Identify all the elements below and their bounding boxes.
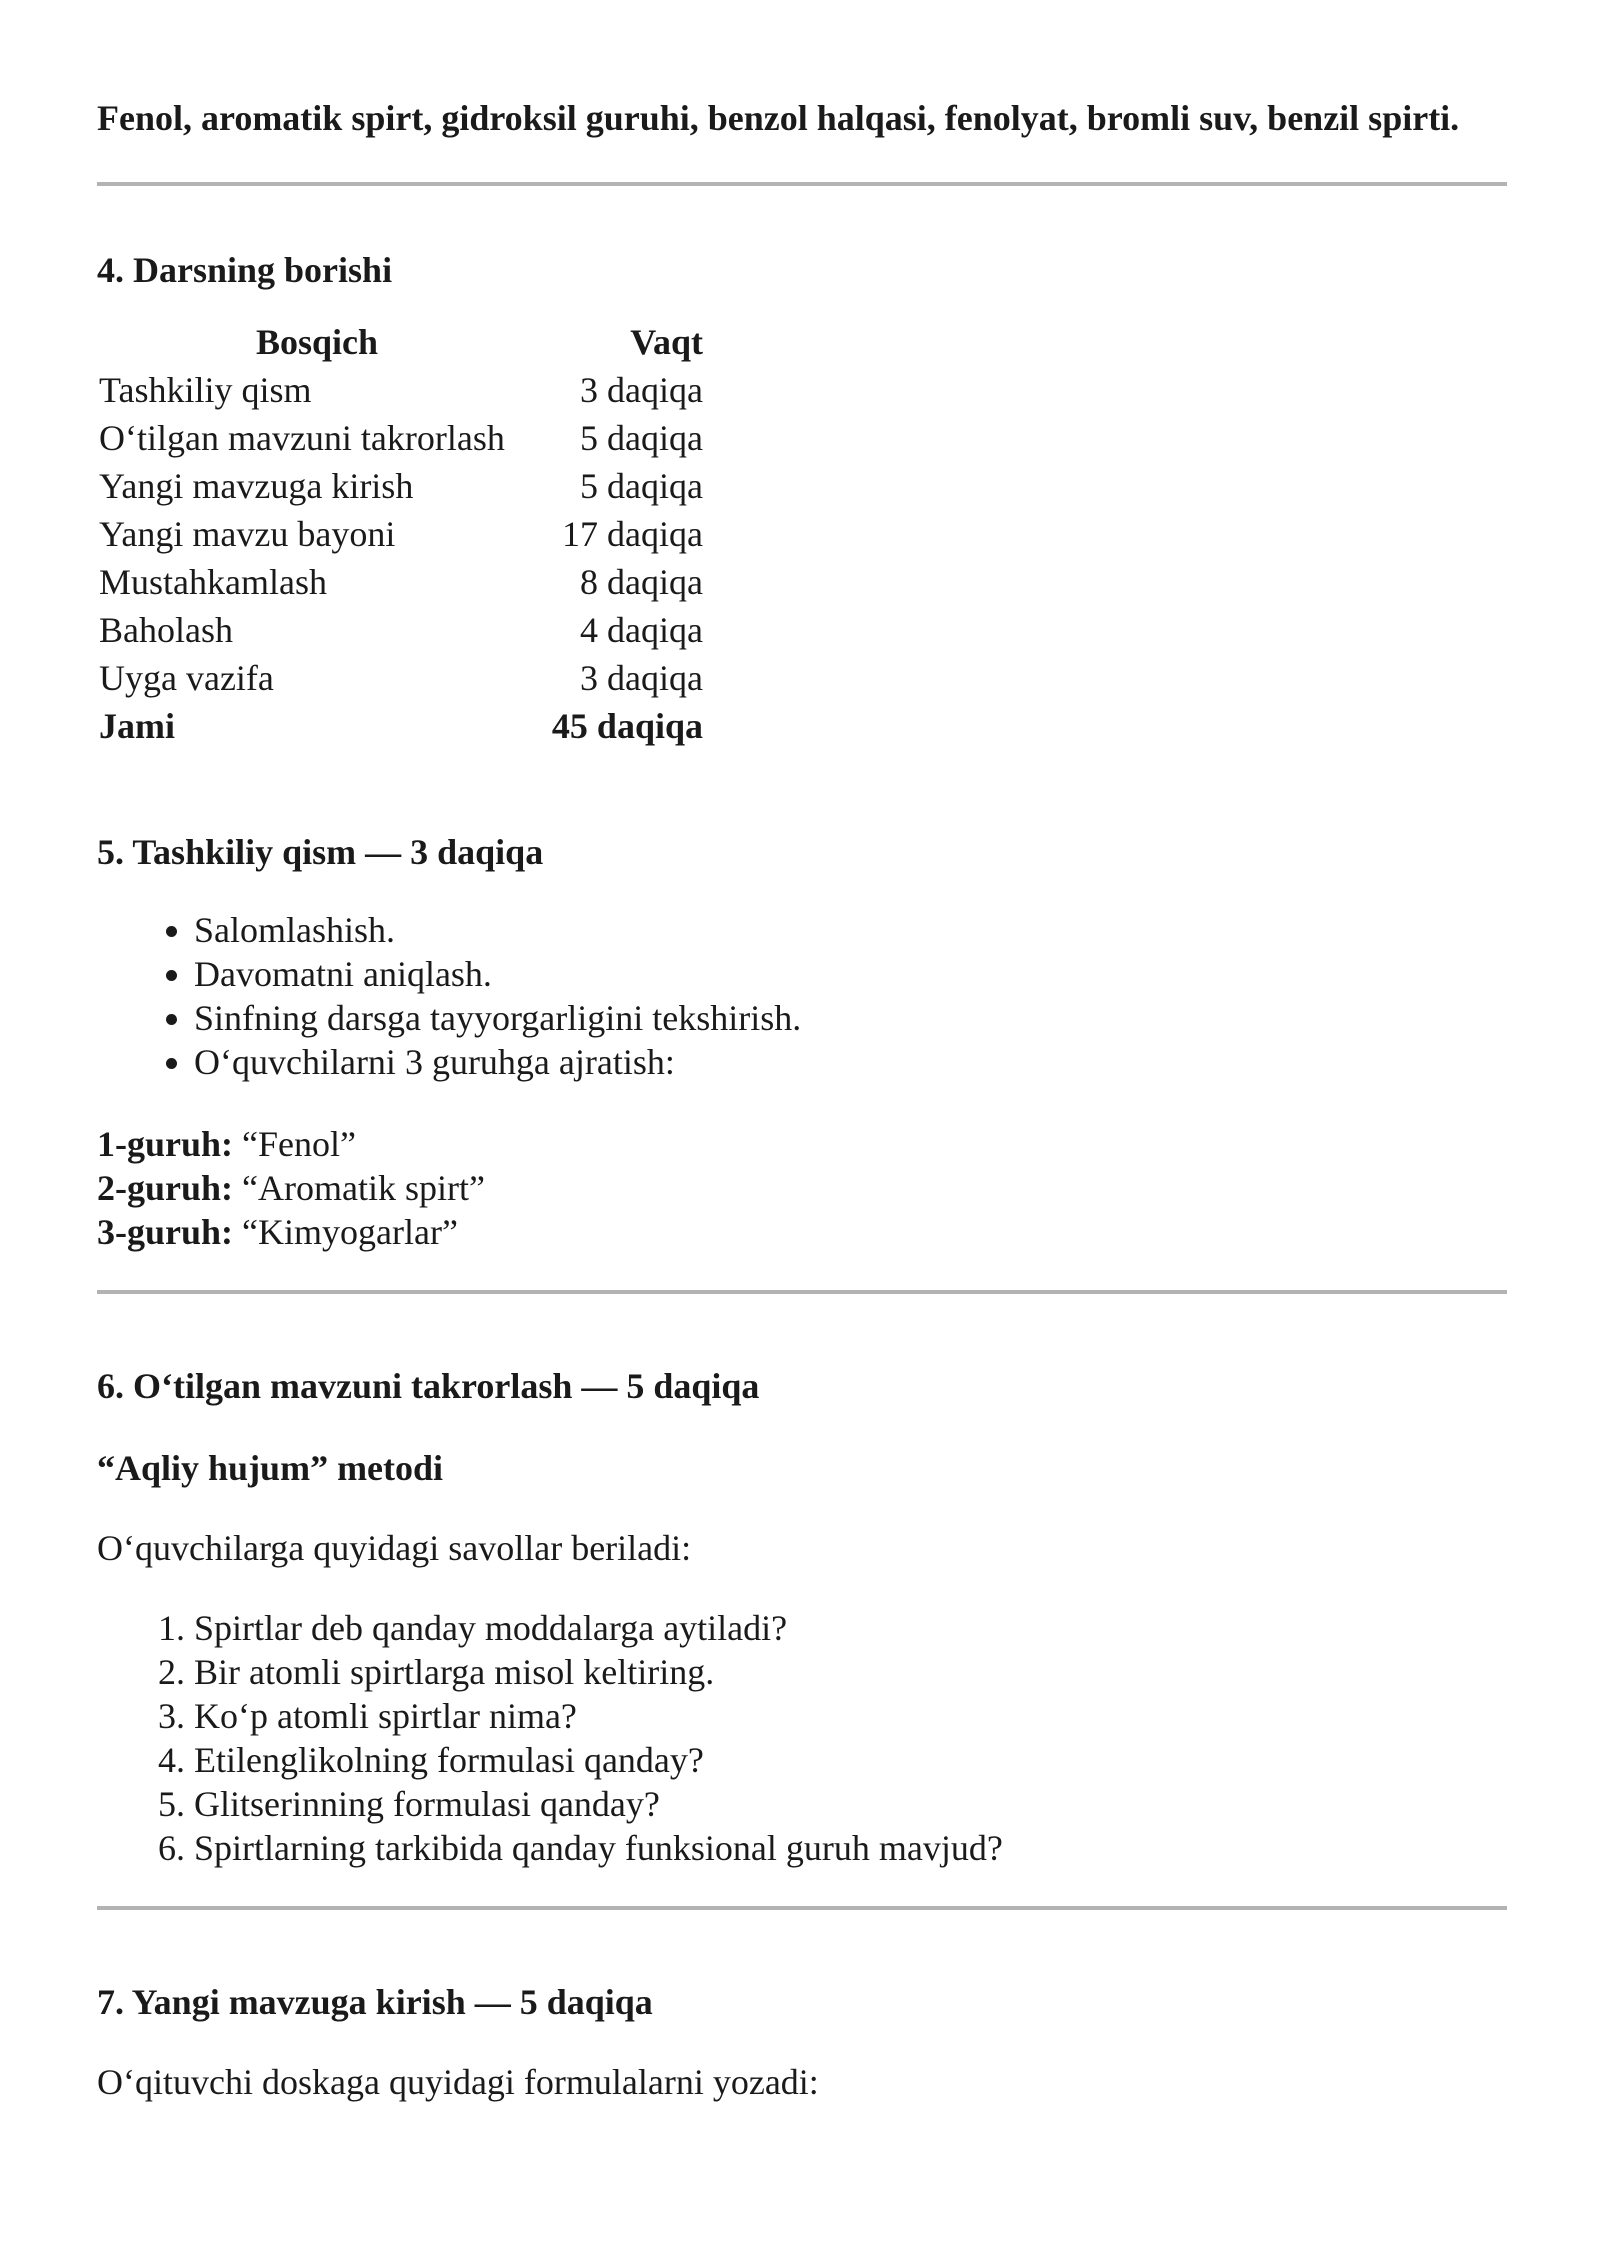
lesson-schedule-table	[97, 318, 703, 750]
group-line	[97, 1210, 1507, 1254]
list-item: 5. Glitserinning formulasi qanday?	[194, 1782, 1507, 1826]
list-item: 1. Spirtlar deb qanday moddalarga aytiladi?	[194, 1606, 1507, 1650]
table-total-row	[97, 702, 703, 750]
list-item: 3. Ko‘p atomli spirtlar nima?	[194, 1694, 1507, 1738]
column-header-time: Vaqt	[630, 322, 703, 362]
total-label-cell: Jami	[99, 706, 175, 746]
time-cell: 5 daqiqa	[580, 466, 703, 506]
table-row	[97, 510, 703, 558]
stage-cell: Tashkiliy qism	[99, 370, 312, 410]
group-line	[97, 1122, 1507, 1166]
table-header-row	[97, 318, 703, 366]
organizational-bullet-list	[97, 908, 1507, 1084]
group-name: “Aromatik spirt”	[242, 1168, 485, 1208]
section-6-heading: 6. O‘tilgan mavzuni takrorlash — 5 daqiqa	[97, 1366, 760, 1406]
stage-cell: Uyga vazifa	[99, 658, 274, 698]
list-item: • Sinfning darsga tayyorgarligini tekshirish.	[194, 996, 1507, 1040]
table-row	[97, 654, 703, 702]
questions-intro: O‘quvchilarga quyidagi savollar beriladi:	[97, 1528, 692, 1568]
column-header-stage: Bosqich	[255, 322, 379, 362]
table-row	[97, 462, 703, 510]
group-label: 2-guruh:	[97, 1168, 234, 1208]
table-row	[97, 606, 703, 654]
stage-cell: Mustahkamlash	[99, 562, 327, 602]
stage-cell: Yangi mavzu bayoni	[99, 514, 396, 554]
group-line	[97, 1166, 1507, 1210]
section-5-heading: 5. Tashkiliy qism — 3 daqiqa	[97, 832, 544, 872]
list-item: 4. Etilenglikolning formulasi qanday?	[194, 1738, 1507, 1782]
table-row	[97, 558, 703, 606]
section-7-heading: 7. Yangi mavzuga kirish — 5 daqiqa	[97, 1982, 653, 2022]
review-questions-list	[97, 1606, 1507, 1870]
time-cell: 4 daqiqa	[580, 610, 703, 650]
time-cell: 5 daqiqa	[580, 418, 703, 458]
time-cell: 3 daqiqa	[580, 370, 703, 410]
list-item: • Davomatni aniqlash.	[194, 952, 1507, 996]
total-time-cell: 45 daqiqa	[551, 706, 703, 746]
keywords-paragraph: Fenol, aromatik spirt, gidroksil guruhi, benzol halqasi, fenolyat, bromli suv, benzil spirti.	[97, 98, 1460, 138]
list-item: • O‘quvchilarni 3 guruhga ajratish:	[194, 1040, 1507, 1084]
group-name: “Fenol”	[242, 1124, 356, 1164]
table-row	[97, 366, 703, 414]
section-4-heading: 4. Darsning borishi	[97, 250, 393, 290]
stage-cell: Yangi mavzuga kirish	[99, 466, 414, 506]
group-label: 1-guruh:	[97, 1124, 234, 1164]
time-cell: 17 daqiqa	[562, 514, 703, 554]
table-row	[97, 414, 703, 462]
method-heading: “Aqliy hujum” metodi	[97, 1448, 444, 1488]
list-item: • Salomlashish.	[194, 908, 1507, 952]
stage-cell: Baholash	[99, 610, 233, 650]
document-column	[97, 96, 1507, 2104]
group-label: 3-guruh:	[97, 1212, 234, 1252]
group-name: “Kimyogarlar”	[242, 1212, 458, 1252]
list-item: 6. Spirtlarning tarkibida qanday funksional guruh mavjud?	[194, 1826, 1507, 1870]
time-cell: 8 daqiqa	[580, 562, 703, 602]
formulas-intro: O‘qituvchi doskaga quyidagi formulalarni yozadi:	[97, 2062, 819, 2102]
time-cell: 3 daqiqa	[580, 658, 703, 698]
stage-cell: O‘tilgan mavzuni takrorlash	[99, 418, 505, 458]
list-item: 2. Bir atomli spirtlarga misol keltiring.	[194, 1650, 1507, 1694]
